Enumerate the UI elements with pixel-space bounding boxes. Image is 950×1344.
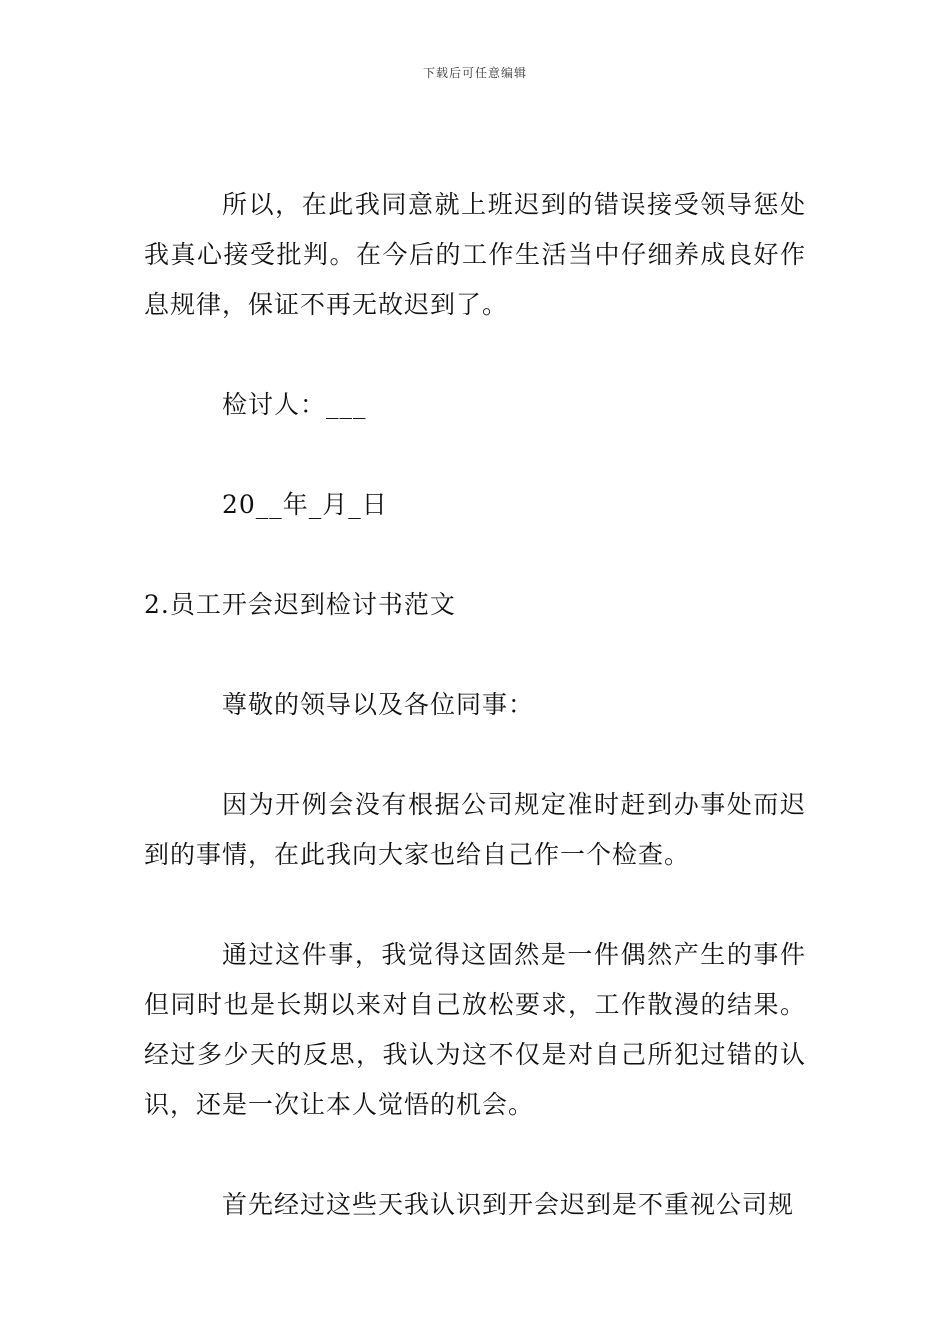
signer-line: 检讨人：___ xyxy=(222,390,367,419)
paragraph-penalty-acceptance: 所以，在此我同意就上班迟到的错误接受领导惩处我真心接受批判。在今后的工作生活当中仔细养成良好作息规律，保证不再无故迟到了。 xyxy=(144,190,806,319)
paragraph-first-point: 首先经过这些天我认识到开会迟到是不重视公司规 xyxy=(222,1190,795,1219)
paragraph-reflection: 通过这件事，我觉得这固然是一件偶然产生的事件但同时也是长期以来对自己放松要求，工作散漫的结果。经过多少天的反思，我认为这不仅是对自己所犯过错的认识，还是一次让本人觉悟的机会。 xyxy=(144,940,806,1119)
paragraph-reason: 因为开例会没有根据公司规定准时赶到办事处而迟到的事情，在此我向大家也给自己作一个检查。 xyxy=(144,790,806,869)
date-line: 20__年_月_日 xyxy=(222,490,388,519)
salutation: 尊敬的领导以及各位同事： xyxy=(222,690,535,719)
header-note: 下载后可任意编辑 xyxy=(422,66,527,80)
document-body xyxy=(144,180,806,1280)
section-title: 2.员工开会迟到检讨书范文 xyxy=(144,590,456,619)
